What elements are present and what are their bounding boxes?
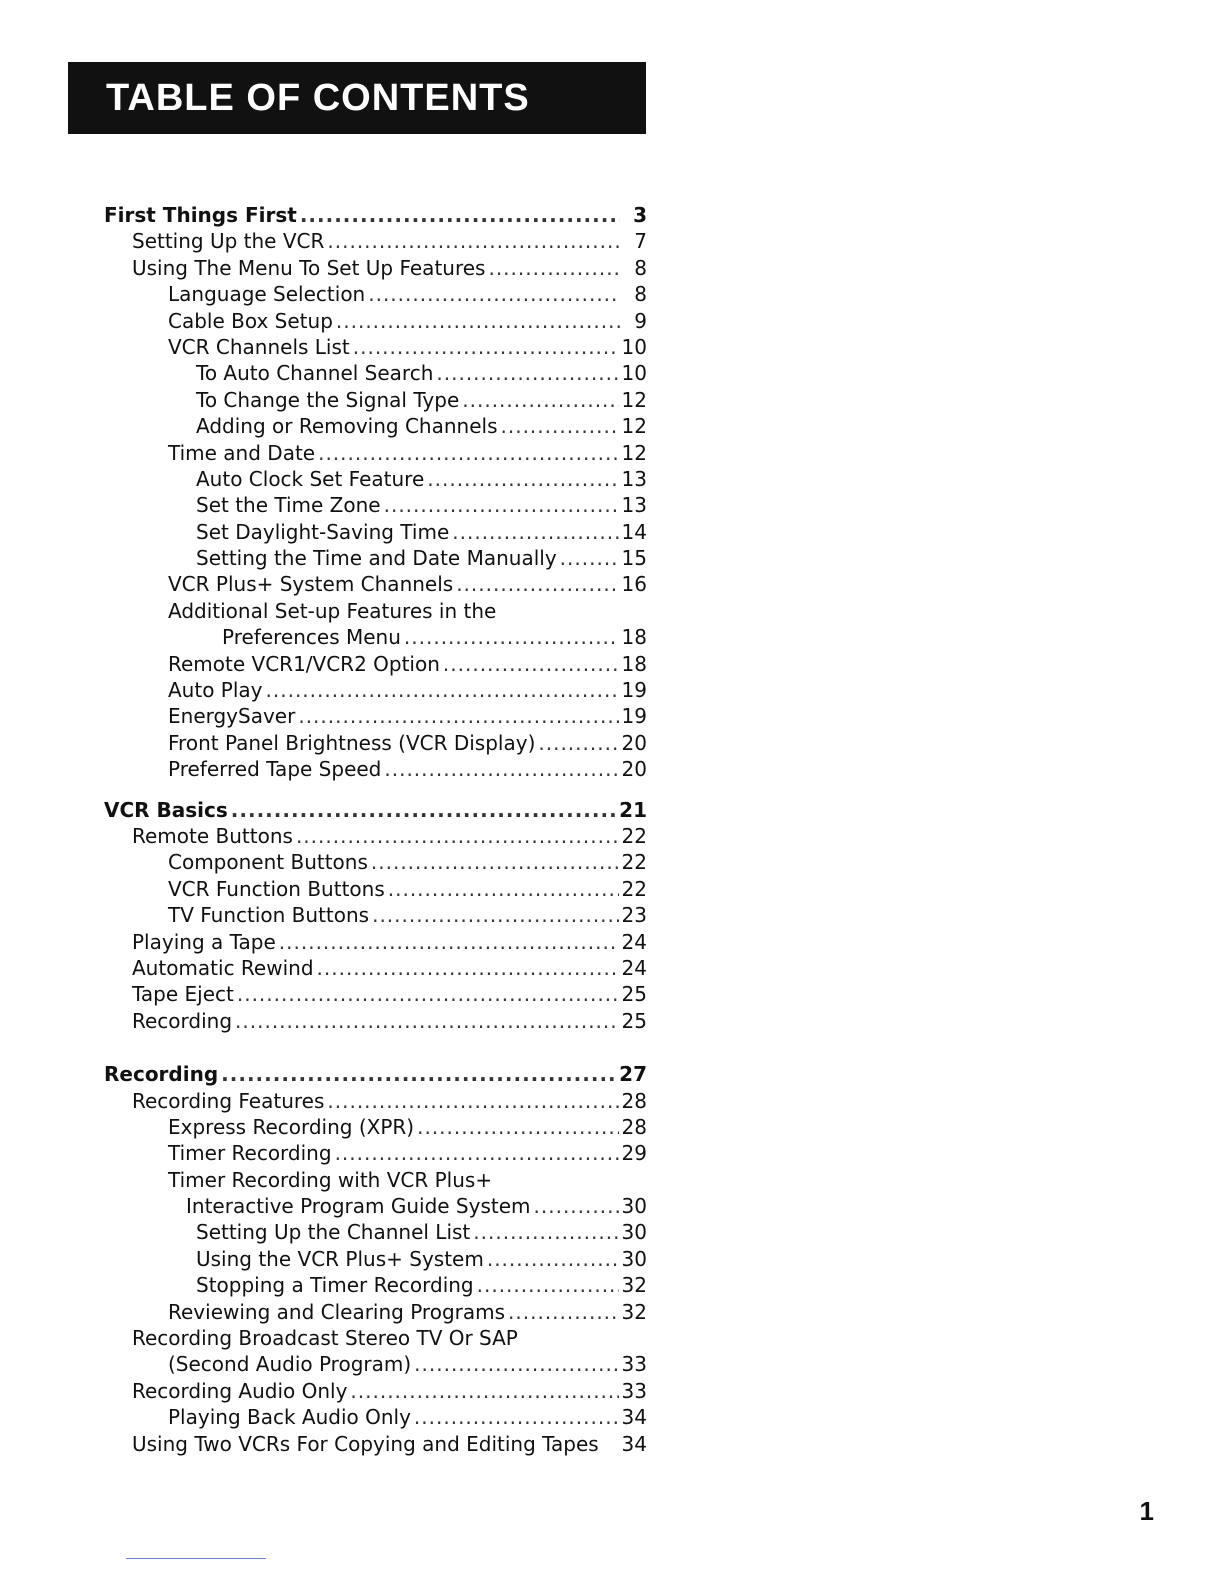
toc-entry	[104, 598, 647, 624]
toc-entry-page: 10	[621, 361, 647, 386]
toc-entry-page: 12	[621, 440, 647, 465]
table-of-contents	[104, 202, 647, 1457]
toc-entry-label: Language Selection	[168, 282, 366, 307]
toc-entry-page: 15	[621, 546, 647, 571]
toc-dot-leader	[317, 955, 619, 981]
toc-entry-page: 14	[621, 519, 647, 544]
toc-dot-leader	[298, 703, 618, 729]
toc-entry	[104, 1008, 647, 1034]
toc-entry-page: 12	[621, 414, 647, 439]
toc-entry	[104, 1140, 647, 1166]
toc-entry-label: Using The Menu To Set Up Features	[132, 255, 486, 280]
toc-entry-label: Remote VCR1/VCR2 Option	[168, 651, 440, 676]
toc-entry-label: Auto Clock Set Feature	[196, 466, 425, 491]
toc-dot-leader	[368, 281, 620, 307]
toc-entry-label: Playing Back Audio Only	[168, 1405, 411, 1430]
toc-dot-leader	[353, 334, 619, 360]
toc-entry-page: 24	[621, 929, 647, 954]
toc-entry-page: 22	[621, 876, 647, 901]
toc-entry	[104, 1219, 647, 1245]
toc-dot-leader	[384, 492, 619, 518]
toc-dot-leader	[300, 202, 620, 228]
toc-entry	[104, 413, 647, 439]
toc-entry-page: 21	[619, 797, 647, 822]
toc-entry-page: 25	[621, 1008, 647, 1033]
toc-entry	[104, 981, 647, 1007]
footer-rule	[126, 1558, 266, 1559]
toc-entry	[104, 255, 647, 281]
toc-entry-label: VCR Plus+ System Channels	[168, 572, 454, 597]
toc-entry-label: Stopping a Timer Recording	[196, 1273, 474, 1298]
toc-entry-label: Reviewing and Clearing Programs	[168, 1299, 506, 1324]
toc-entry-page: 9	[634, 308, 647, 333]
toc-entry-page: 13	[621, 493, 647, 518]
toc-entry	[104, 387, 647, 413]
toc-entry-label: Recording Broadcast Stereo TV Or SAP	[132, 1326, 518, 1351]
toc-entry-page: 33	[621, 1352, 647, 1377]
toc-entry-label: Component Buttons	[168, 850, 368, 875]
toc-entry	[104, 466, 647, 492]
toc-dot-leader	[404, 624, 619, 650]
toc-entry	[104, 1272, 647, 1298]
toc-dot-leader	[221, 1061, 616, 1087]
toc-entry	[104, 228, 647, 254]
toc-dot-leader	[488, 255, 620, 281]
toc-entry-page: 28	[621, 1088, 647, 1113]
toc-entry	[104, 677, 647, 703]
page-title: TABLE OF CONTENTS	[106, 76, 530, 119]
toc-entry-page: 3	[633, 203, 647, 227]
toc-entry-label: First Things First	[104, 203, 297, 227]
toc-entry-label: Timer Recording	[168, 1141, 332, 1166]
toc-dot-leader	[452, 519, 618, 545]
toc-entry-page: 7	[634, 229, 647, 254]
toc-dot-leader	[335, 1140, 619, 1166]
toc-entry-page: 13	[621, 466, 647, 491]
toc-entry	[104, 955, 647, 981]
toc-entry-page: 33	[621, 1378, 647, 1403]
toc-dot-leader	[427, 466, 618, 492]
toc-entry	[104, 849, 647, 875]
toc-entry	[104, 519, 647, 545]
toc-entry	[104, 1061, 647, 1087]
toc-dot-leader	[388, 876, 619, 902]
toc-entry	[104, 334, 647, 360]
toc-entry	[104, 1325, 647, 1351]
toc-entry-label: VCR Function Buttons	[168, 876, 385, 901]
toc-entry	[104, 929, 647, 955]
toc-dot-leader	[414, 1351, 618, 1377]
toc-entry-page: 28	[621, 1114, 647, 1139]
toc-entry-label: TV Function Buttons	[168, 903, 370, 928]
toc-entry	[104, 281, 647, 307]
toc-entry	[104, 823, 647, 849]
toc-dot-leader	[508, 1299, 619, 1325]
toc-entry-page: 19	[621, 704, 647, 729]
toc-entry-page: 8	[634, 255, 647, 280]
toc-entry-label: Front Panel Brightness (VCR Display)	[168, 730, 536, 755]
toc-entry-label: Recording	[104, 1062, 219, 1087]
toc-entry	[104, 624, 647, 650]
toc-entry	[104, 571, 647, 597]
toc-entry-label: Recording Features	[132, 1088, 325, 1113]
toc-dot-leader	[296, 823, 619, 849]
toc-entry-label: Time and Date	[168, 440, 316, 465]
toc-entry-label: Interactive Program Guide System	[186, 1194, 531, 1219]
toc-dot-leader	[318, 440, 618, 466]
toc-entry-page: 30	[621, 1194, 647, 1219]
toc-entry-page: 18	[621, 651, 647, 676]
toc-entry	[104, 1378, 647, 1404]
toc-entry-page: 30	[621, 1246, 647, 1271]
toc-entry-page: 29	[621, 1141, 647, 1166]
toc-entry-label: Preferred Tape Speed	[168, 757, 382, 782]
toc-dot-leader	[237, 981, 619, 1007]
toc-entry	[104, 1246, 647, 1272]
toc-entry-page: 8	[634, 282, 647, 307]
toc-entry-label: Automatic Rewind	[132, 955, 314, 980]
toc-entry	[104, 797, 647, 823]
page-number: 1	[1139, 1496, 1154, 1526]
toc-dot-leader	[235, 1008, 619, 1034]
toc-dot-leader	[560, 545, 619, 571]
toc-entry-label: Cable Box Setup	[168, 308, 333, 333]
toc-entry	[104, 876, 647, 902]
toc-entry	[104, 1431, 647, 1457]
toc-entry-label: (Second Audio Program)	[168, 1352, 412, 1377]
toc-entry-label: Remote Buttons	[132, 823, 293, 848]
toc-entry	[104, 730, 647, 756]
toc-dot-leader	[372, 902, 618, 928]
toc-entry-page: 20	[621, 730, 647, 755]
toc-entry-label: VCR Basics	[104, 797, 228, 822]
toc-entry	[104, 1167, 647, 1193]
toc-entry-label: Express Recording (XPR)	[168, 1114, 415, 1139]
toc-entry-page: 22	[621, 823, 647, 848]
toc-entry-label: Recording	[132, 1008, 233, 1033]
toc-entry-label: Set the Time Zone	[196, 493, 381, 518]
toc-entry-page: 27	[619, 1062, 647, 1087]
toc-dot-leader	[443, 651, 619, 677]
toc-entry-label: Using Two VCRs For Copying and Editing Tapes	[132, 1431, 599, 1456]
toc-entry-page: 19	[621, 678, 647, 703]
toc-dot-leader	[266, 677, 619, 703]
toc-entry-page: 18	[621, 625, 647, 650]
toc-header-banner	[68, 62, 646, 134]
toc-entry	[104, 1114, 647, 1140]
toc-entry	[104, 308, 647, 334]
toc-entry-page: 16	[621, 572, 647, 597]
toc-entry-page: 30	[621, 1220, 647, 1245]
toc-entry-page: 22	[621, 850, 647, 875]
toc-entry	[104, 651, 647, 677]
toc-dot-leader	[414, 1404, 619, 1430]
toc-entry	[104, 756, 647, 782]
toc-entry-page: 24	[621, 955, 647, 980]
toc-dot-leader	[477, 1272, 619, 1298]
toc-entry-page: 12	[621, 387, 647, 412]
toc-dot-leader	[538, 730, 618, 756]
toc-dot-leader	[350, 1378, 618, 1404]
toc-entry-page: 34	[621, 1405, 647, 1430]
toc-entry-label: EnergySaver	[168, 704, 296, 729]
toc-entry	[104, 1404, 647, 1430]
toc-entry	[104, 440, 647, 466]
toc-dot-leader	[487, 1246, 619, 1272]
toc-entry-label: To Auto Channel Search	[196, 361, 434, 386]
toc-entry-label: VCR Channels List	[168, 334, 350, 359]
toc-dot-leader	[473, 1219, 618, 1245]
toc-entry-label: To Change the Signal Type	[196, 387, 460, 412]
toc-dot-leader	[231, 797, 616, 823]
toc-entry-page: 32	[621, 1273, 647, 1298]
toc-dot-leader	[462, 387, 618, 413]
toc-entry	[104, 902, 647, 928]
toc-entry-label: Setting Up the Channel List	[196, 1220, 471, 1245]
toc-entry-page: 23	[621, 903, 647, 928]
toc-dot-leader	[327, 228, 620, 254]
toc-entry	[104, 1351, 647, 1377]
toc-dot-leader	[534, 1193, 619, 1219]
toc-entry	[104, 1299, 647, 1325]
toc-entry-label: Tape Eject	[132, 982, 234, 1007]
toc-dot-leader	[436, 360, 618, 386]
toc-entry-label: Timer Recording with VCR Plus+	[168, 1167, 493, 1192]
toc-dot-leader	[501, 413, 619, 439]
toc-entry-label: Playing a Tape	[132, 929, 276, 954]
toc-entry	[104, 202, 647, 228]
toc-entry	[104, 703, 647, 729]
toc-entry-label: Auto Play	[168, 678, 263, 703]
toc-entry-label: Preferences Menu	[222, 625, 401, 650]
toc-entry-label: Recording Audio Only	[132, 1378, 348, 1403]
toc-dot-leader	[456, 571, 618, 597]
toc-entry-label: Set Daylight-Saving Time	[196, 519, 450, 544]
toc-entry-label: Using the VCR Plus+ System	[196, 1246, 484, 1271]
toc-dot-leader	[279, 929, 619, 955]
toc-dot-leader	[336, 308, 620, 334]
toc-entry	[104, 545, 647, 571]
toc-entry-page: 32	[621, 1299, 647, 1324]
toc-entry-page: 10	[621, 334, 647, 359]
toc-entry	[104, 1193, 647, 1219]
toc-dot-leader	[417, 1114, 618, 1140]
toc-entry	[104, 360, 647, 386]
toc-entry-page: 25	[621, 982, 647, 1007]
toc-entry-page: 34	[621, 1431, 647, 1456]
toc-entry	[104, 1088, 647, 1114]
toc-entry-label: Setting Up the VCR	[132, 229, 325, 254]
toc-entry-page: 20	[621, 757, 647, 782]
toc-dot-leader	[327, 1088, 618, 1114]
toc-dot-leader	[384, 756, 618, 782]
toc-entry	[104, 492, 647, 518]
toc-entry-label: Additional Set-up Features in the	[168, 598, 497, 623]
toc-entry-label: Adding or Removing Channels	[196, 414, 498, 439]
toc-entry-label: Setting the Time and Date Manually	[196, 546, 557, 571]
toc-dot-leader	[371, 849, 619, 875]
